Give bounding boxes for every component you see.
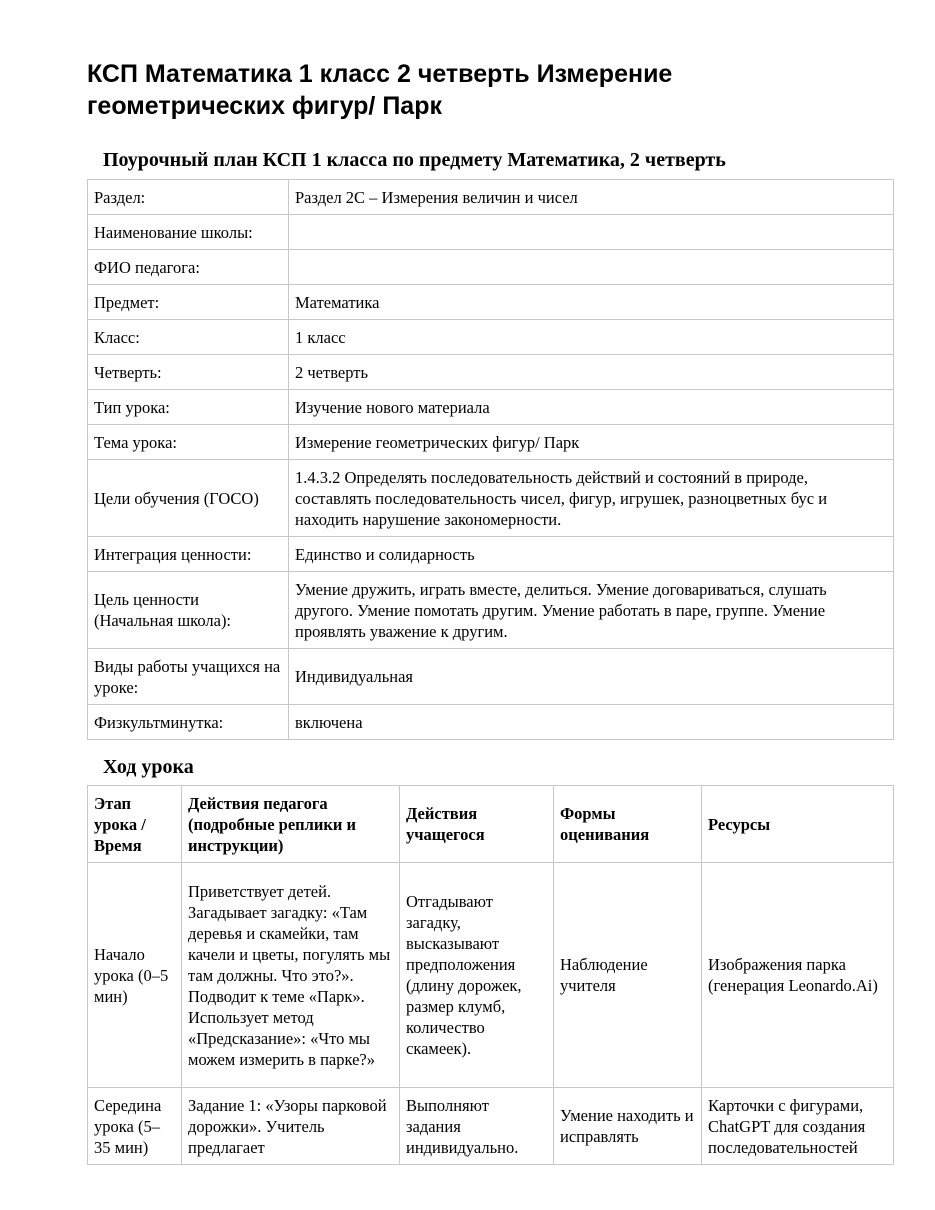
table-cell: Отгадывают загадку, высказывают предположения (длину дорожек, размер клумб, количество скамеек). [400,863,554,1088]
info-row-lesson-type [88,390,894,425]
info-row-physical-break [88,705,894,740]
info-row-teacher [88,250,894,285]
info-label: Тип урока: [88,390,289,425]
info-value: 1.4.3.2 Определять последовательность действий и состояний в природе, составлять последовательность чисел, фигур, игрушек, разноцветных бус и находить нарушение закономерности. [289,460,894,537]
column-header-stage: Этап урока / Время [88,786,182,863]
plan-heading: Поурочный план КСП 1 класса по предмету Математика, 2 четверть [103,149,726,171]
info-value: Математика [289,285,894,320]
table-cell: Изображения парка (генерация Leonardo.Ai) [702,863,894,1088]
info-value: Изучение нового материала [289,390,894,425]
info-row-learning-goals [88,460,894,537]
info-row-grade [88,320,894,355]
info-label: Предмет: [88,285,289,320]
info-value: включена [289,705,894,740]
info-label: Четверть: [88,355,289,390]
table-cell: Приветствует детей. Загадывает загадку: «Там деревья и скамейки, там качели и цветы, погулять мы там должны. Что это?». Подводит к теме «Парк». Использует метод «Предсказание»: «Что мы можем измерить в парке?» [182,863,400,1088]
table-row [88,1088,894,1165]
table-cell: Карточки с фигурами, ChatGPT для создания последовательностей [702,1088,894,1165]
info-label: Цель ценности (Начальная школа): [88,572,289,649]
info-label: Раздел: [88,180,289,215]
info-row-value-integration [88,537,894,572]
column-header-resources: Ресурсы [702,786,894,863]
info-value [289,250,894,285]
info-value: Раздел 2С – Измерения величин и чисел [289,180,894,215]
info-value: 2 четверть [289,355,894,390]
info-label: ФИО педагога: [88,250,289,285]
lesson-info-table [87,179,894,740]
table-header-row [88,786,894,863]
column-header-assessment: Формы оценивания [554,786,702,863]
info-label: Виды работы учащихся на уроке: [88,649,289,705]
table-cell: Наблюдение учителя [554,863,702,1088]
info-value: 1 класс [289,320,894,355]
lesson-progress-heading: Ход урока [103,756,194,778]
info-label: Физкультминутка: [88,705,289,740]
table-cell: Выполняют задания индивидуально. [400,1088,554,1165]
info-label: Тема урока: [88,425,289,460]
info-row-section [88,180,894,215]
info-value: Индивидуальная [289,649,894,705]
table-cell: Задание 1: «Узоры парковой дорожки». Учитель предлагает [182,1088,400,1165]
info-row-school [88,215,894,250]
table-cell: Начало урока (0–5 мин) [88,863,182,1088]
info-row-value-goal [88,572,894,649]
info-label: Наименование школы: [88,215,289,250]
info-value: Измерение геометрических фигур/ Парк [289,425,894,460]
table-cell: Середина урока (5–35 мин) [88,1088,182,1165]
info-label: Цели обучения (ГОСО) [88,460,289,537]
column-header-teacher-actions: Действия педагога (подробные реплики и инструкции) [182,786,400,863]
info-value: Умение дружить, играть вместе, делиться. Умение договариваться, слушать другого. Умение помотать другим. Умение работать в паре, группе. Умение проявлять уважение к другим. [289,572,894,649]
info-value: Единство и солидарность [289,537,894,572]
info-label: Интеграция ценности: [88,537,289,572]
info-row-work-types [88,649,894,705]
lesson-progress-table [87,785,894,1165]
column-header-student-actions: Действия учащегося [400,786,554,863]
info-label: Класс: [88,320,289,355]
info-row-subject [88,285,894,320]
info-value [289,215,894,250]
table-cell: Умение находить и исправлять [554,1088,702,1165]
info-row-quarter [88,355,894,390]
table-row [88,863,894,1088]
info-row-topic [88,425,894,460]
document-title: КСП Математика 1 класс 2 четверть Измерение геометрических фигур/ Парк [87,60,673,120]
